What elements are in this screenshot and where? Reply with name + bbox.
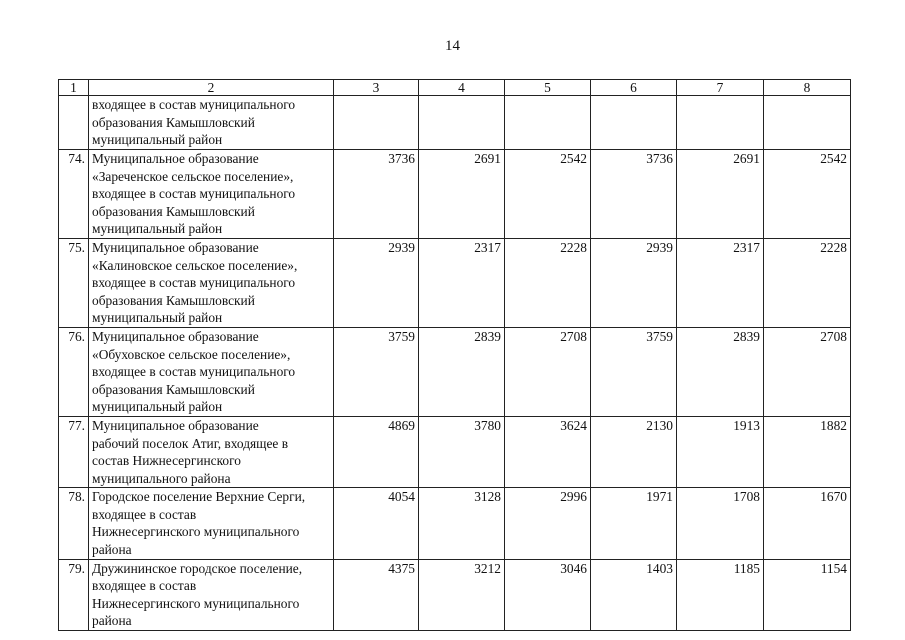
municipality-name-line: входящее в состав муниципального [92,186,296,202]
municipality-name-line: Дружининское городское поселение, [92,560,303,576]
municipality-name [89,96,334,150]
municipality-name-line: образования Камышловский [92,292,255,308]
municipality-name-line: муниципального района [92,470,231,486]
table-row [59,150,851,239]
value-cell: 1971 [591,488,677,559]
value-cell: 2542 [505,150,591,239]
value-cell: 2228 [505,238,591,327]
header-cell: 2 [89,80,334,96]
value-cell: 2130 [591,416,677,487]
table-row [59,559,851,630]
value-cell: 2542 [764,150,851,239]
value-cell: 3736 [591,150,677,239]
municipality-name [89,150,334,239]
municipality-name-line: Нижнесергинского муниципального [92,524,300,540]
value-cell: 2839 [677,327,764,416]
municipality-name-line: образования Камышловский [92,381,255,397]
municipality-name-line: входящее в состав муниципального [92,364,296,380]
municipality-name-line: «Обуховское сельское поселение», [92,346,291,362]
value-cell: 3046 [505,559,591,630]
table-row [59,96,851,150]
municipality-name [89,559,334,630]
value-cell: 2317 [419,238,505,327]
row-number: 74. [59,150,89,239]
municipality-name-line: муниципальный район [92,399,223,415]
value-cell: 3736 [334,150,419,239]
page-number: 14 [445,38,460,54]
header-cell: 4 [419,80,505,96]
municipality-name-line: Муниципальное образование [92,151,259,166]
value-cell: 3759 [334,327,419,416]
table-row [59,238,851,327]
header-cell: 6 [591,80,677,96]
header-cell: 7 [677,80,764,96]
value-cell: 3780 [419,416,505,487]
row-number [59,96,89,150]
municipality-name-line: входящее в состав [92,578,197,594]
municipality-name [89,416,334,487]
row-number: 76. [59,327,89,416]
value-cell: 1670 [764,488,851,559]
value-cell: 2317 [677,238,764,327]
value-cell [419,96,505,150]
value-cell [591,96,677,150]
municipality-name-line: района [92,613,132,629]
value-cell: 1882 [764,416,851,487]
value-cell: 2839 [419,327,505,416]
value-cell: 1154 [764,559,851,630]
value-cell: 2228 [764,238,851,327]
header-cell: 5 [505,80,591,96]
municipality-name-line: муниципальный район [92,221,223,237]
header-cell: 1 [59,80,89,96]
table-row [59,416,851,487]
value-cell [505,96,591,150]
value-cell: 2708 [764,327,851,416]
value-cell: 2691 [419,150,505,239]
row-number: 79. [59,559,89,630]
row-number: 75. [59,238,89,327]
table-row [59,327,851,416]
municipality-name [89,488,334,559]
municipality-name [89,238,334,327]
header-row [59,80,851,96]
municipality-name-line: рабочий поселок Атиг, входящее в [92,435,289,451]
municipality-name-line: входящее в состав муниципального [92,97,296,112]
municipality-name-line: Городское поселение Верхние Серги, [92,489,306,505]
value-cell: 2996 [505,488,591,559]
municipality-name-line: «Зареченское сельское поселение», [92,168,294,184]
value-cell: 2939 [591,238,677,327]
municipality-name-line: состав Нижнесергинского [92,453,241,469]
municipality-name-line: Муниципальное образование [92,417,259,433]
header-cell: 3 [334,80,419,96]
value-cell: 3624 [505,416,591,487]
table-row [59,488,851,559]
municipality-name-line: образования Камышловский [92,114,255,130]
row-number: 77. [59,416,89,487]
value-cell: 1913 [677,416,764,487]
municipality-name-line: муниципальный район [92,132,223,148]
municipality-name-line: «Калиновское сельское поселение», [92,257,298,273]
value-cell: 3212 [419,559,505,630]
data-table [58,79,851,631]
value-cell: 4054 [334,488,419,559]
municipality-name-line: муниципальный район [92,310,223,326]
value-cell [677,96,764,150]
value-cell: 1185 [677,559,764,630]
municipality-name-line: входящее в состав [92,506,197,522]
municipality-name-line: района [92,542,132,558]
municipality-name-line: образования Камышловский [92,203,255,219]
value-cell: 4869 [334,416,419,487]
value-cell: 3128 [419,488,505,559]
value-cell: 2939 [334,238,419,327]
value-cell [764,96,851,150]
header-cell: 8 [764,80,851,96]
value-cell: 3759 [591,327,677,416]
value-cell: 1708 [677,488,764,559]
municipality-name-line: Муниципальное образование [92,328,259,344]
municipality-name-line: входящее в состав муниципального [92,275,296,291]
municipality-name-line: Нижнесергинского муниципального [92,595,300,611]
municipality-name [89,327,334,416]
value-cell [334,96,419,150]
value-cell: 2691 [677,150,764,239]
row-number: 78. [59,488,89,559]
municipality-name-line: Муниципальное образование [92,239,259,255]
value-cell: 1403 [591,559,677,630]
value-cell: 4375 [334,559,419,630]
value-cell: 2708 [505,327,591,416]
